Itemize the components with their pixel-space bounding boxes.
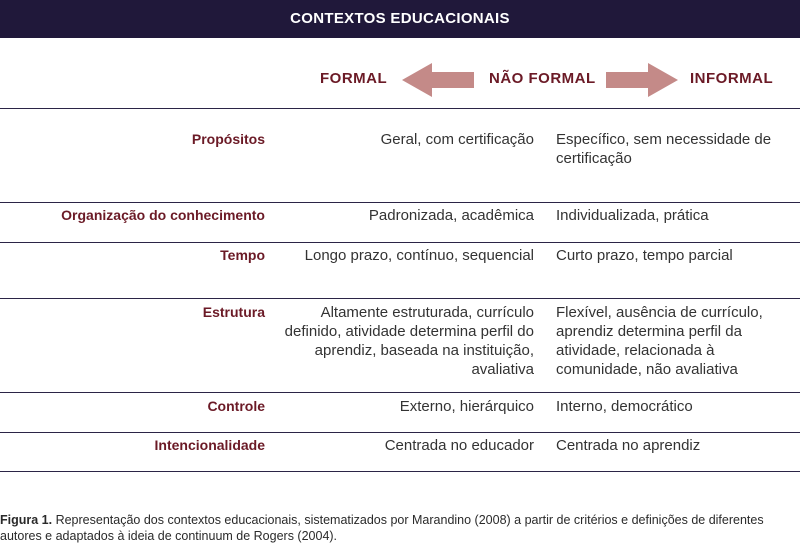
figure-caption [0,512,800,544]
formal-estrutura: Altamente estruturada, currículo definido, atividade determina perfil do aprendiz, baseada na instituição, avaliativa [284,304,534,378]
informal-controle: Interno, democrático [556,398,693,415]
header-informal: INFORMAL [690,70,774,87]
informal-tempo: Curto prazo, tempo parcial [556,247,733,264]
caption-label: Figura 1. [0,513,53,527]
page-title: CONTEXTOS EDUCACIONAIS [290,10,510,27]
category-intencionalidade: Intencionalidade [154,437,265,453]
formal-controle: Externo, hierárquico [399,398,534,415]
category-tempo: Tempo [220,247,265,263]
divider [0,298,800,299]
formal-organizacao: Padronizada, acadêmica [368,207,534,224]
header-formal: FORMAL [320,70,388,87]
title-bar [0,0,800,38]
informal-organizacao: Individualizada, prática [556,207,709,224]
divider [0,471,800,472]
arrow-right-icon [606,63,678,97]
formal-tempo: Longo prazo, contínuo, sequencial [304,247,534,264]
divider [0,242,800,243]
divider [0,202,800,203]
header-nao-formal: NÃO FORMAL [489,70,596,87]
informal-propositos: Específico, sem necessidade de certificação [556,131,772,167]
divider [0,392,800,393]
category-organizacao: Organização do conhecimento [61,207,265,223]
informal-estrutura: Flexível, ausência de currículo, aprendiz determina perfil da atividade, relacionada à comunidade, não avaliativa [556,304,763,378]
caption-text: Representação dos contextos educacionais, sistematizados por Marandino (2008) a partir de critérios e definições de diferentes autores e adaptados à ideia de continuum de Rogers (2004). [0,513,764,543]
category-propositos: Propósitos [191,131,265,147]
formal-intencionalidade: Centrada no educador [384,437,534,454]
informal-intencionalidade: Centrada no aprendiz [556,437,701,454]
divider [0,432,800,433]
divider [0,108,800,109]
formal-propositos: Geral, com certificação [380,131,534,148]
category-estrutura: Estrutura [202,304,265,320]
category-controle: Controle [207,398,265,414]
arrow-left-icon [402,63,474,97]
